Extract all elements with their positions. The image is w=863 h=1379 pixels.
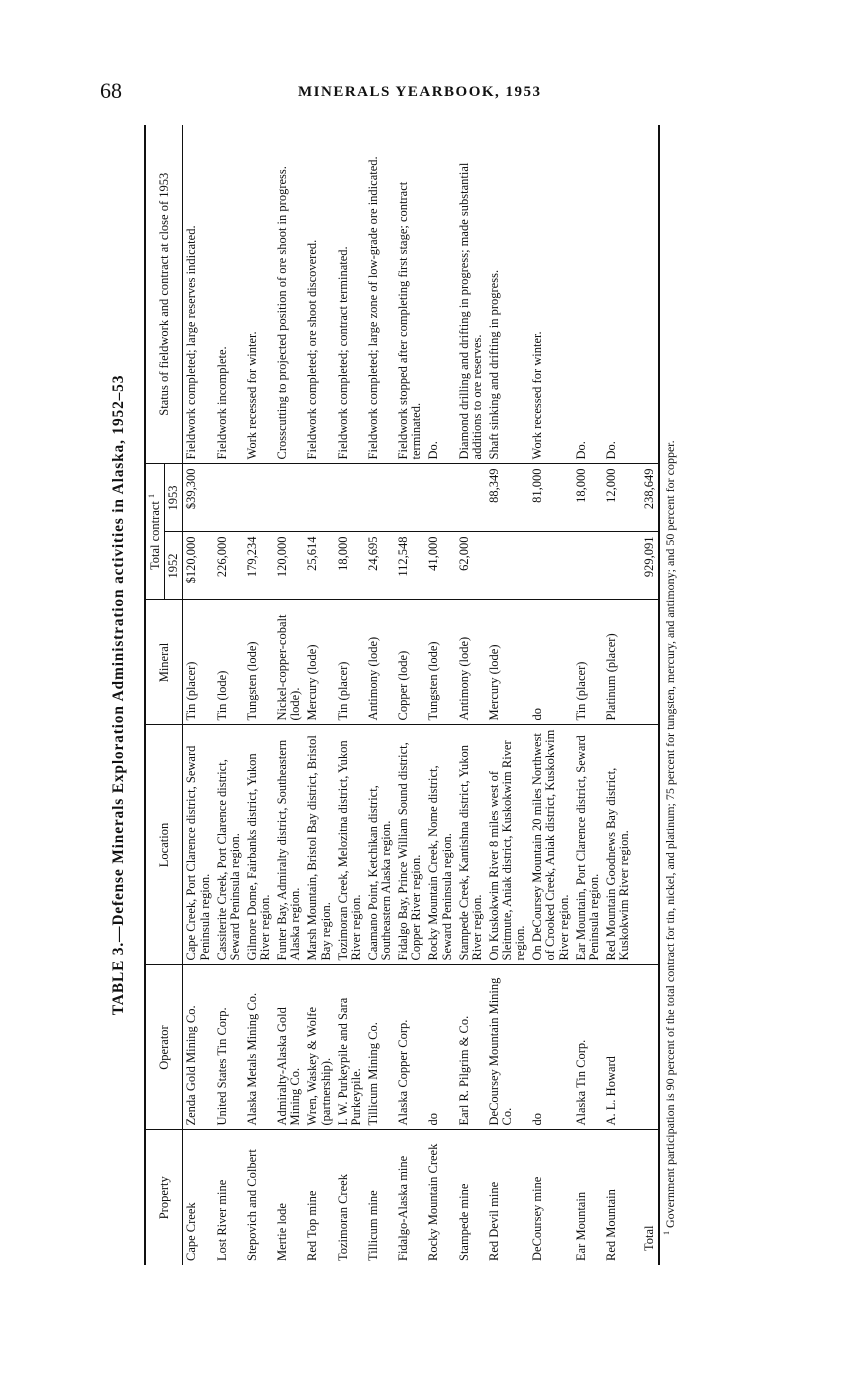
- cell-property: Rocky Mountain Creek: [425, 1130, 455, 1265]
- table-row: [529, 125, 572, 1265]
- cell-property: Stepovich and Colbert: [244, 1130, 274, 1265]
- cell-contract-1953: [335, 464, 365, 532]
- cell-location: [633, 725, 659, 965]
- cell-contract-1953: 18,000: [573, 464, 603, 532]
- table-row: [365, 125, 395, 1265]
- cell-operator: DeCoursey Mountain Mining Co.: [486, 965, 529, 1130]
- cell-location: Fidalgo Bay, Prince William Sound district, Copper River region.: [395, 725, 425, 965]
- table-row: [425, 125, 455, 1265]
- cell-operator: A. L. Howard: [603, 965, 633, 1130]
- cell-location: Rocky Mountain Creek, Nome district, Seward Peninsula region.: [425, 725, 455, 965]
- cell-contract-1952: 41,000: [425, 532, 455, 600]
- header-1953: 1953: [165, 464, 183, 532]
- cell-mineral: Copper (lode): [395, 600, 425, 725]
- cell-status: Fieldwork completed; large zone of low-grade ore indicated.: [365, 156, 380, 460]
- cell-property: Tozimoran Creek: [335, 1130, 365, 1265]
- exploration-table: [144, 125, 660, 1265]
- cell-mineral: Mercury (lode): [304, 600, 334, 725]
- cell-contract-1953: $39,300: [183, 464, 214, 532]
- cell-status: Diamond drilling and drifting in progress; made substantial additions to ore reserves.: [456, 162, 484, 460]
- cell-contract-1952: [486, 532, 529, 600]
- cell-contract-1952: 25,614: [304, 532, 334, 600]
- cell-status: Shaft sinking and drifting in progress.: [486, 269, 501, 460]
- cell-status: Do.: [603, 441, 618, 460]
- cell-contract-1953: [365, 464, 395, 532]
- cell-contract-1953: [456, 464, 486, 532]
- header-location: Location: [145, 725, 183, 965]
- cell-location: Red Mountain Goodnews Bay district, Kuskokwim River region.: [603, 725, 633, 965]
- cell-location: Caamano Point, Ketchikan district, Southeastern Alaska region.: [365, 725, 395, 965]
- cell-status: Fieldwork completed; contract terminated.: [335, 246, 350, 460]
- cell-operator: Zenda Gold Mining Co.: [183, 965, 214, 1130]
- cell-operator: do: [529, 965, 572, 1130]
- table-row: [395, 125, 425, 1265]
- cell-location: Ear Mountain, Port Clarence district, Seward Peninsula region.: [573, 725, 603, 965]
- table-row: [183, 125, 214, 1265]
- table-row: [274, 125, 304, 1265]
- cell-property: DeCoursey mine: [529, 1130, 572, 1265]
- cell-mineral: Platinum (placer): [603, 600, 633, 725]
- table-row: [456, 125, 486, 1265]
- cell-mineral: Antimony (lode): [456, 600, 486, 725]
- cell-operator: Tillicum Mining Co.: [365, 965, 395, 1130]
- header-mineral: Mineral: [145, 600, 183, 725]
- cell-operator: Wren, Waskey & Wolfe (partnership).: [304, 965, 334, 1130]
- cell-operator: Alaska Metals Mining Co.: [244, 965, 274, 1130]
- total-row: [633, 125, 659, 1265]
- cell-operator: do: [425, 965, 455, 1130]
- cell-property: Red Mountain: [603, 1130, 633, 1265]
- cell-mineral: Tin (placer): [183, 600, 214, 725]
- cell-property: Mertie lode: [274, 1130, 304, 1265]
- cell-mineral: Mercury (lode): [486, 600, 529, 725]
- cell-status: [633, 125, 659, 464]
- cell-status: Work recessed for winter.: [530, 331, 545, 460]
- cell-mineral: Tin (lode): [214, 600, 244, 725]
- cell-location: Tozimoran Creek, Melozitna district, Yukon River region.: [335, 725, 365, 965]
- cell-mineral: Tungsten (lode): [244, 600, 274, 725]
- table-row: [244, 125, 274, 1265]
- cell-operator: I. W. Purkeypile and Sara Purkeypile.: [335, 965, 365, 1130]
- cell-contract-1952: 62,000: [456, 532, 486, 600]
- total-1953: 238,649: [633, 464, 659, 532]
- header-property: Property: [145, 1130, 183, 1265]
- table-row: [304, 125, 334, 1265]
- table-row: [573, 125, 603, 1265]
- cell-operator: [633, 965, 659, 1130]
- cell-contract-1953: [214, 464, 244, 532]
- table-row: [486, 125, 529, 1265]
- cell-contract-1953: 81,000: [529, 464, 572, 532]
- cell-property: Stampede mine: [456, 1130, 486, 1265]
- cell-contract-1953: [395, 464, 425, 532]
- cell-property: Tillicum mine: [365, 1130, 395, 1265]
- cell-contract-1952: [529, 532, 572, 600]
- header-total-contract-label: Total contract: [148, 501, 163, 570]
- header-status: Status of fieldwork and contract at close of 1953: [145, 125, 183, 464]
- cell-location: Cassiterite Creek, Port Clarence district, Seward Peninsula region.: [214, 725, 244, 965]
- cell-contract-1953: [425, 464, 455, 532]
- cell-location: Stampede Creek, Kantishna district, Yukon River region.: [456, 725, 486, 965]
- cell-location: Funter Bay, Admiralty district, Southeastern Alaska region.: [274, 725, 304, 965]
- cell-mineral: [633, 600, 659, 725]
- cell-property: Red Devil mine: [486, 1130, 529, 1265]
- cell-contract-1953: [274, 464, 304, 532]
- cell-mineral: Nickel-copper-cobalt (lode).: [274, 600, 304, 725]
- cell-property: Red Top mine: [304, 1130, 334, 1265]
- cell-mineral: Tin (placer): [335, 600, 365, 725]
- cell-status: Fieldwork completed; large reserves indicated.: [184, 225, 199, 460]
- footnote-mark: 1: [662, 1231, 671, 1235]
- header-total-contract: [145, 464, 165, 600]
- page-number: 68: [100, 78, 122, 103]
- rotated-table-block: [110, 125, 710, 1265]
- cell-location: Gilmore Dome, Fairbanks district, Yukon River region.: [244, 725, 274, 965]
- cell-operator: Alaska Copper Corp.: [395, 965, 425, 1130]
- cell-operator: Alaska Tin Corp.: [573, 965, 603, 1130]
- cell-contract-1952: 226,000: [214, 532, 244, 600]
- table-title: TABLE 3.—Defense Minerals Exploration Administration activities in Alaska, 1952–53: [110, 374, 127, 1016]
- cell-status: Fieldwork incomplete.: [214, 346, 229, 460]
- table-row: [214, 125, 244, 1265]
- cell-property: Lost River mine: [214, 1130, 244, 1265]
- table-row: [603, 125, 633, 1265]
- header-footnote-mark: 1: [147, 493, 156, 498]
- cell-status: Fieldwork stopped after completing first stage; contract terminated.: [396, 181, 424, 460]
- cell-mineral: Tungsten (lode): [425, 600, 455, 725]
- cell-contract-1953: [244, 464, 274, 532]
- total-label: Total: [633, 1130, 659, 1265]
- cell-mineral: Antimony (lode): [365, 600, 395, 725]
- cell-contract-1952: 18,000: [335, 532, 365, 600]
- cell-contract-1953: [304, 464, 334, 532]
- cell-operator: United States Tin Corp.: [214, 965, 244, 1130]
- cell-location: Marsh Mountain, Bristol Bay district, Bristol Bay region.: [304, 725, 334, 965]
- cell-contract-1952: [603, 532, 633, 600]
- cell-status: Fieldwork completed; ore shoot discovered.: [305, 239, 320, 460]
- cell-status: Crosscutting to projected position of ore shoot in progress.: [275, 166, 290, 460]
- cell-mineral: Tin (placer): [573, 600, 603, 725]
- cell-contract-1953: 88,349: [486, 464, 529, 532]
- cell-contract-1952: $120,000: [183, 532, 214, 600]
- cell-mineral: do: [529, 600, 572, 725]
- cell-location: On DeCoursey Mountain 20 miles Northwest of Crooked Creek, Aniak district, Kuskokwim River region.: [529, 725, 572, 965]
- total-1952: 929,091: [633, 532, 659, 600]
- header-1952: 1952: [165, 532, 183, 600]
- cell-property: Ear Mountain: [573, 1130, 603, 1265]
- cell-contract-1952: 120,000: [274, 532, 304, 600]
- cell-status: Do.: [573, 441, 588, 460]
- cell-status: Work recessed for winter.: [244, 331, 259, 460]
- footnote: [662, 440, 678, 1235]
- cell-operator: Earl R. Pilgrim & Co.: [456, 965, 486, 1130]
- cell-contract-1952: [573, 532, 603, 600]
- table-wrapper: [144, 125, 660, 1265]
- cell-status: Do.: [426, 441, 441, 460]
- running-head: MINERALS YEARBOOK, 1953: [298, 84, 542, 100]
- cell-location: Cape Creek, Port Clarence district, Seward Peninsula region.: [183, 725, 214, 965]
- cell-property: Cape Creek: [183, 1130, 214, 1265]
- cell-contract-1952: 112,548: [395, 532, 425, 600]
- cell-property: Fidalgo-Alaska mine: [395, 1130, 425, 1265]
- cell-contract-1952: 24,695: [365, 532, 395, 600]
- table-row: [335, 125, 365, 1265]
- cell-operator: Admiralty-Alaska Gold Mining Co.: [274, 965, 304, 1130]
- cell-contract-1953: 12,000: [603, 464, 633, 532]
- cell-location: On Kuskokwim River 8 miles west of Sleitmute, Aniak district, Kuskokwim River region.: [486, 725, 529, 965]
- header-operator: Operator: [145, 965, 183, 1130]
- cell-contract-1952: 179,234: [244, 532, 274, 600]
- footnote-text: Government participation is 90 percent of the total contract for tin, nickel, and platinum; 75 percent for tungsten, mercury, and antimony; and 50 percent for copper.: [663, 440, 677, 1228]
